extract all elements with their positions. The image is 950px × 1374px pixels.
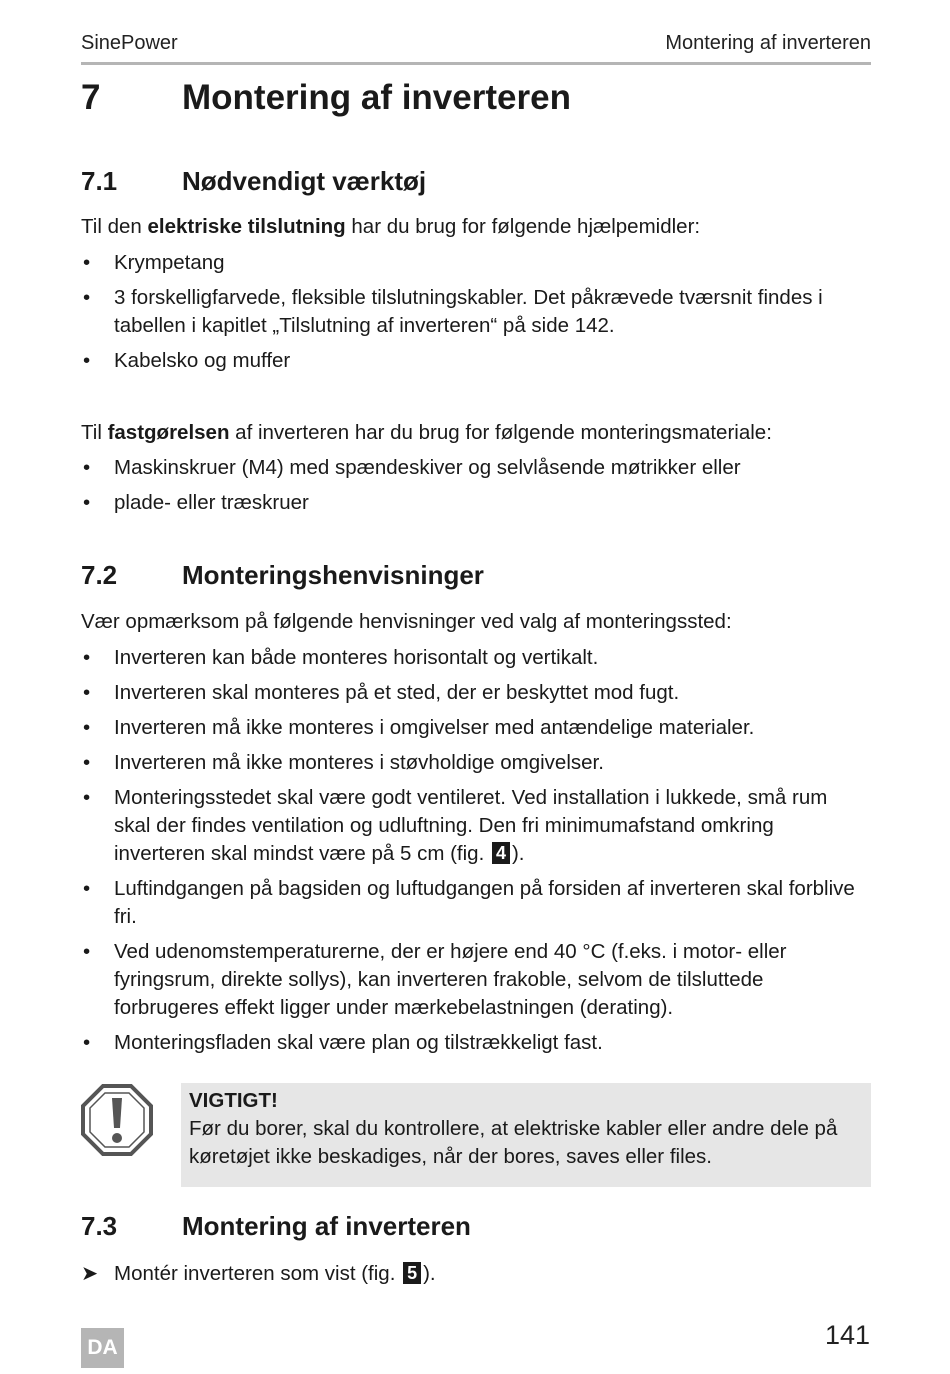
bullet-icon: • [83, 456, 91, 479]
bullet-icon: • [83, 751, 91, 774]
list-item-text: plade- eller træskruer [114, 491, 309, 514]
intro-text: Til den [81, 215, 148, 238]
bullet-icon: • [83, 286, 91, 309]
warning-box [181, 1083, 871, 1187]
list-item [81, 644, 866, 672]
list-item-text: Kabelsko og muffer [114, 349, 291, 372]
bullet-icon: • [83, 786, 91, 809]
section-number: 7.3 [81, 1211, 118, 1241]
bullet-icon: • [83, 251, 91, 274]
list-item-text: Inverteren må ikke monteres i støvholdige omgivelser. [114, 751, 604, 774]
section-heading-7-3 [81, 1211, 871, 1247]
list-item-text: Inverteren må ikke monteres i omgivelser med antændelige materialer. [114, 716, 755, 739]
bullet-icon: • [83, 1031, 91, 1054]
step-text-post: ). [423, 1262, 436, 1285]
list-item-text: Monteringsstedet skal være godt ventileret. Ved installation i lukkede, små rum skal der findes ventilation og udluftning. Den fri minimumafstand omkring inverteren skal mindst være på 5 cm (fig. [114, 786, 828, 865]
arrow-icon: ➤ [81, 1262, 99, 1285]
list-item [81, 284, 871, 340]
chapter-title: Montering af inverteren [182, 78, 571, 117]
mounting-intro [81, 419, 871, 447]
header-chapter: Montering af inverteren [665, 32, 871, 54]
bullet-icon: • [83, 940, 91, 963]
header-brand: SinePower [81, 32, 178, 54]
list-item-text: Maskinskruer (M4) med spændeskiver og selvlåsende møtrikker eller [114, 456, 741, 479]
warning-title: VIGTIGT! [189, 1089, 278, 1112]
bullet-icon: • [83, 646, 91, 669]
list-item [81, 679, 866, 707]
list-item [81, 714, 866, 742]
exclamation-octagon-icon [81, 1084, 153, 1156]
tools-intro [81, 213, 871, 241]
page-header [81, 32, 871, 65]
list-item [81, 784, 866, 868]
list-item-text: ). [511, 842, 525, 865]
list-item-text: Inverteren kan både monteres horisontalt og vertikalt. [114, 646, 599, 669]
chapter-number: 7 [81, 78, 101, 117]
section-title: Montering af inverteren [182, 1211, 471, 1241]
intro-text: Til [81, 421, 108, 444]
warning-text: Før du borer, skal du kontrollere, at elektriske kabler eller andre dele på køretøjet ikke beskadiges, når der bores, saves eller files. [189, 1117, 838, 1168]
intro-bold: fastgørelsen [107, 421, 230, 444]
list-item [81, 875, 866, 931]
bullet-icon: • [83, 349, 91, 372]
notes-intro: Vær opmærksom på følgende henvisninger ved valg af monteringssted: [81, 610, 732, 633]
step-text-pre: Montér inverteren som vist (fig. [114, 1262, 402, 1285]
list-item [81, 249, 871, 277]
mounting-materials-list [81, 454, 871, 524]
list-item-text: Inverteren skal monteres på et sted, der er beskyttet mod fugt. [114, 681, 680, 704]
list-item [81, 489, 871, 517]
list-item [81, 749, 866, 777]
figure-reference[interactable]: 5 [403, 1262, 421, 1284]
tools-list [81, 249, 871, 382]
intro-text: har du brug for følgende hjælpemidler: [345, 215, 701, 238]
list-item-text: Ved udenomstemperaturerne, der er højere end 40 °C (f.eks. i motor- eller fyringsrum, direkte sollys), kan inverteren frakoble, selvom de tilsluttede forbrugeres effekt ligger under mærkebelastningen (derating). [114, 940, 787, 1019]
list-item-text: 3 forskelligfarvede, fleksible tilslutningskabler. Det påkrævede tværsnit findes i tabellen i kapitlet „Tilslutning af inverteren“ på side 142. [114, 286, 823, 337]
list-item [81, 938, 866, 1022]
list-item-text: Monteringsfladen skal være plan og tilstrækkeligt fast. [114, 1031, 603, 1054]
section-title: Monteringshenvisninger [182, 560, 484, 590]
list-item [81, 1029, 866, 1057]
section-number: 7.1 [81, 166, 118, 196]
bullet-icon: • [83, 716, 91, 739]
step-text [114, 1260, 436, 1288]
section-title: Nødvendigt værktøj [182, 166, 427, 196]
section-heading-7-2 [81, 560, 871, 596]
bullet-icon: • [83, 877, 91, 900]
page-number: 141 [824, 1320, 870, 1350]
list-item [81, 454, 871, 482]
mounting-notes-list [81, 644, 866, 1064]
figure-reference[interactable]: 4 [492, 842, 510, 864]
list-item-text: Krympetang [114, 251, 225, 274]
bullet-icon: • [83, 681, 91, 704]
language-tab: DA [81, 1328, 124, 1368]
list-item [81, 347, 871, 375]
section-heading-7-1 [81, 166, 871, 202]
section-number: 7.2 [81, 560, 118, 590]
list-item-text: Luftindgangen på bagsiden og luftudgangen på forsiden af inverteren skal forblive fri. [114, 877, 855, 928]
intro-text: af inverteren har du brug for følgende monteringsmateriale: [229, 421, 772, 444]
bullet-icon: • [83, 491, 91, 514]
intro-bold: elektriske tilslutning [147, 215, 346, 238]
